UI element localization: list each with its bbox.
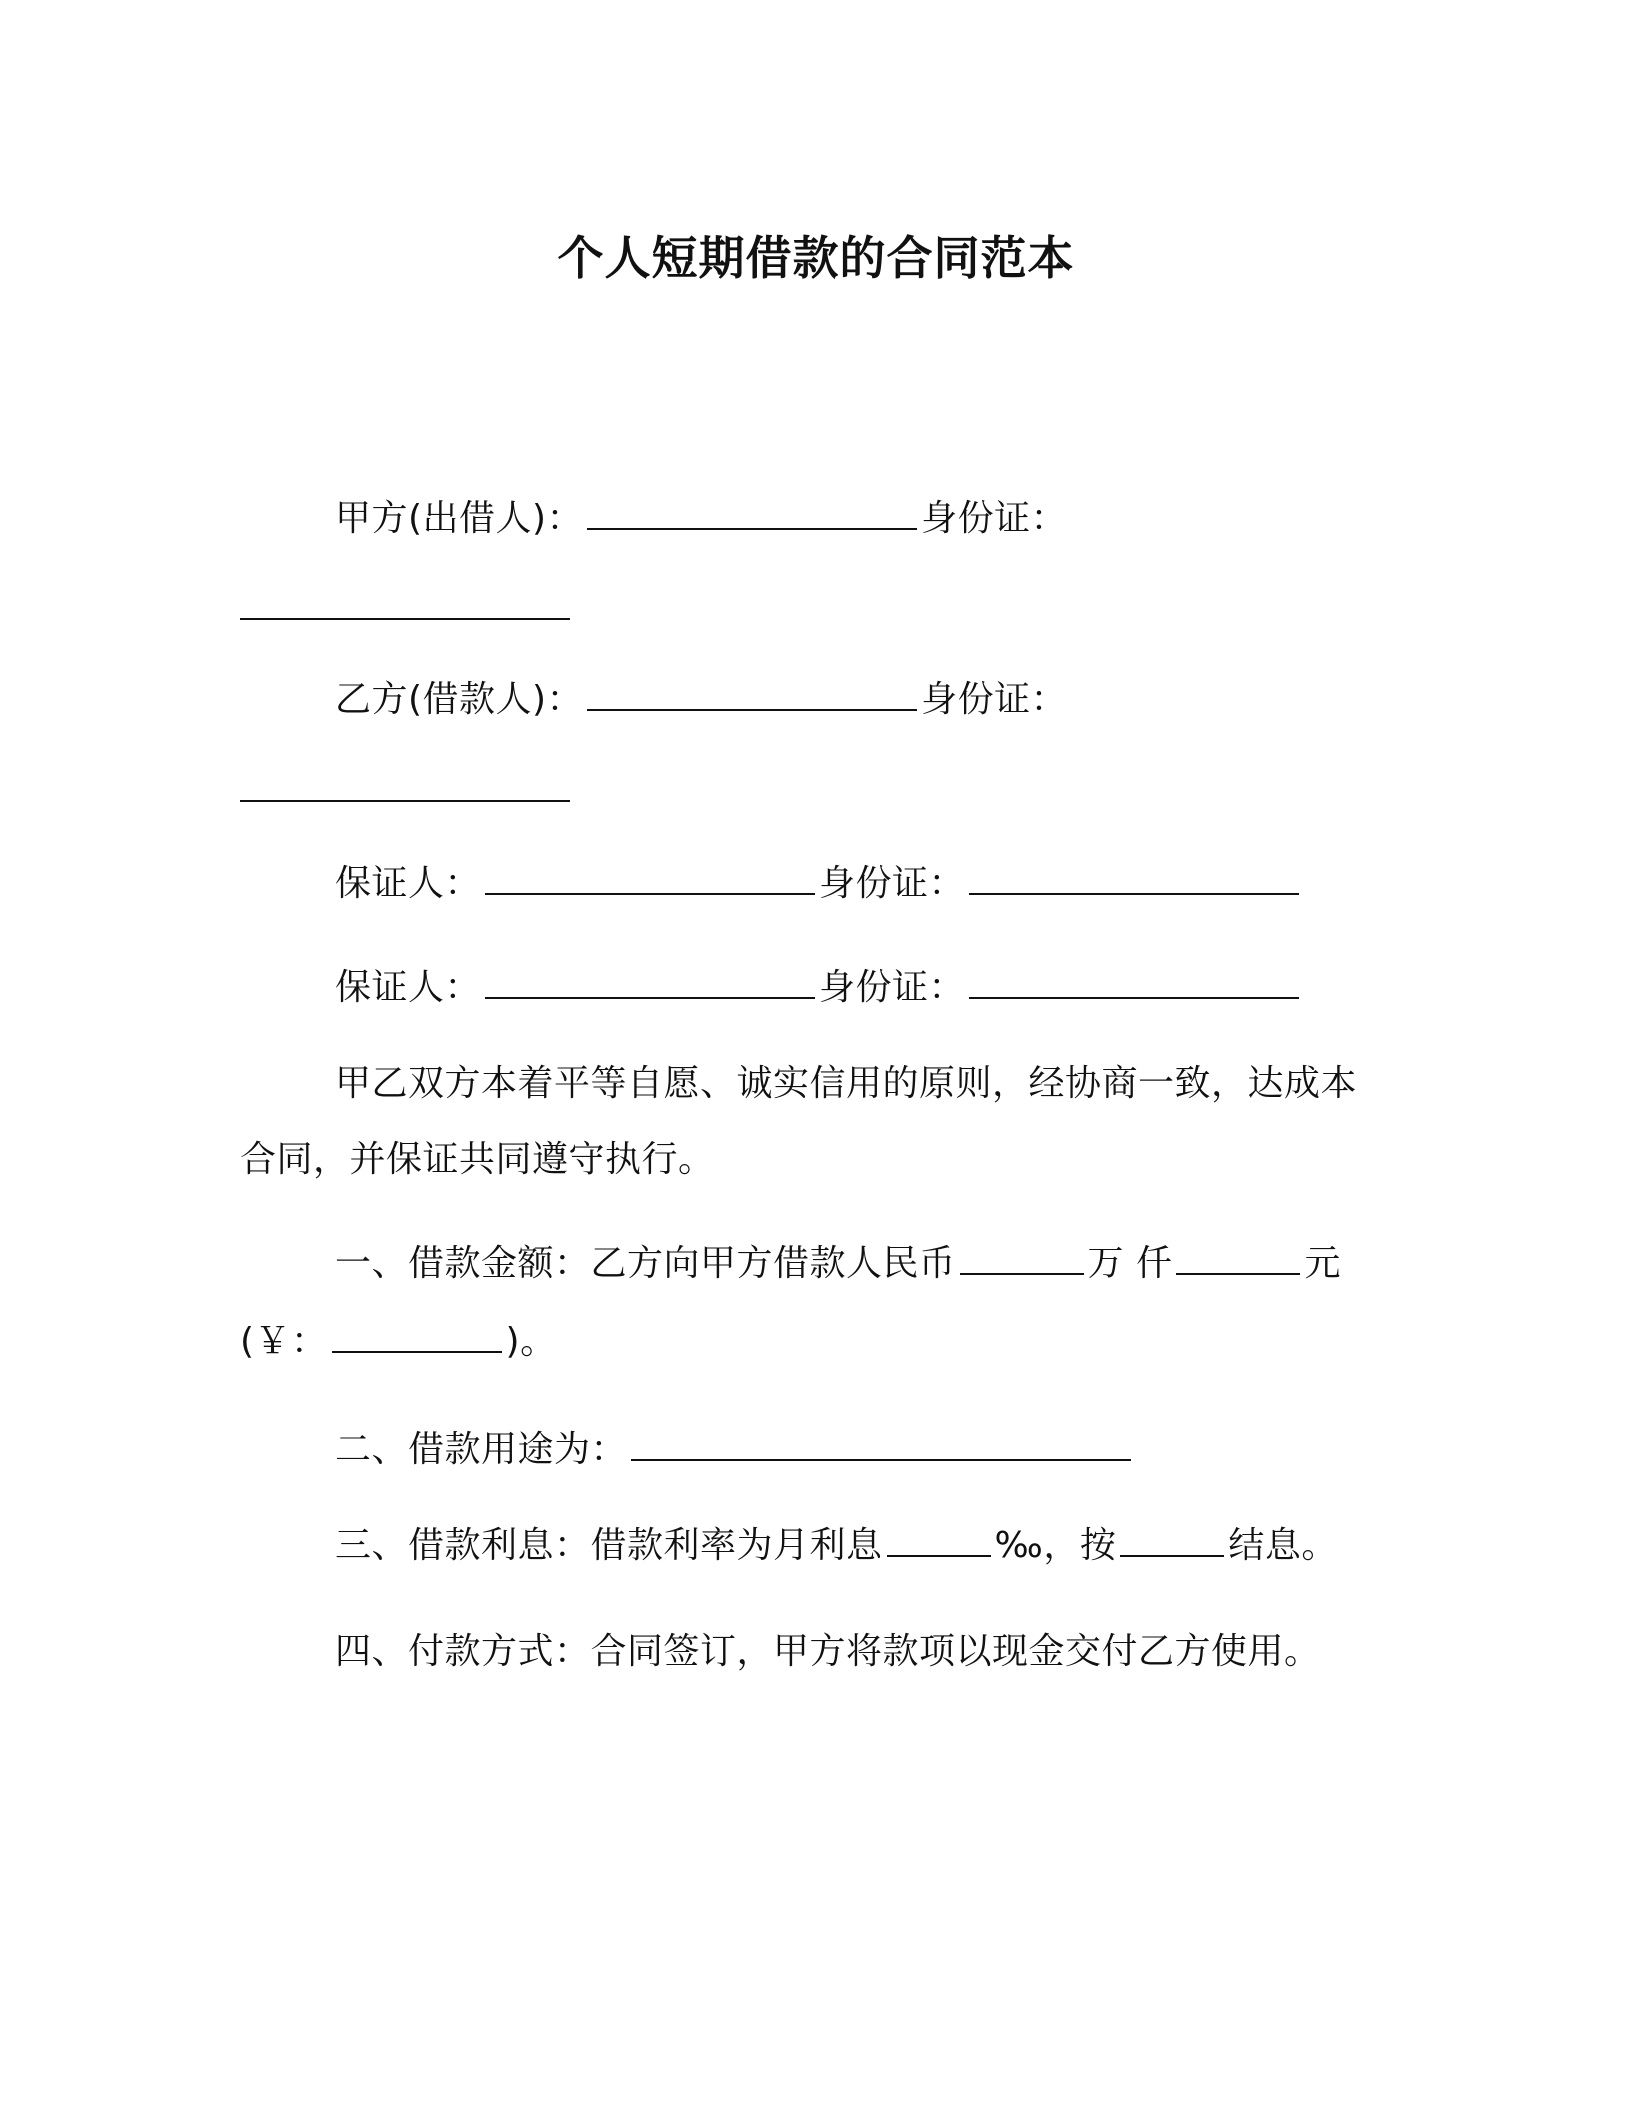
clause-1-prefix: 一、借款金额：乙方向甲方借款人民币 xyxy=(335,1243,956,1284)
clause-3-suffix: 结息。 xyxy=(1228,1525,1338,1566)
guarantor-1-label: 保证人： xyxy=(335,863,482,904)
guarantor-2-name-blank xyxy=(485,967,815,999)
clause-3-permille: ‰，按 xyxy=(994,1525,1117,1566)
clause-1-line2-prefix: (￥： xyxy=(240,1321,328,1362)
party-b-id-label: 身份证： xyxy=(921,679,1068,720)
party-b-name-blank xyxy=(587,679,917,711)
guarantor-1-id-blank xyxy=(969,863,1299,895)
clause-3-prefix: 三、借款利息：借款利率为月利息 xyxy=(335,1525,883,1566)
guarantor-2-line xyxy=(335,964,1303,1012)
clause-1-qian-blank xyxy=(1176,1243,1300,1275)
clause-1-wan-blank xyxy=(960,1243,1084,1275)
guarantor-2-id-label: 身份证： xyxy=(819,967,966,1008)
guarantor-2-id-blank xyxy=(969,967,1299,999)
party-a-line xyxy=(335,495,1067,543)
party-a-label: 甲方(出借人)： xyxy=(335,498,584,539)
clause-3-period-blank xyxy=(1120,1525,1224,1557)
party-b-id-blank xyxy=(240,798,570,802)
party-a-name-blank xyxy=(587,498,917,530)
document-title: 个人短期借款的合同范本 xyxy=(557,231,1075,285)
clause-1-line-2 xyxy=(240,1318,557,1366)
clause-2-line xyxy=(335,1426,1135,1474)
clause-2-purpose-blank xyxy=(631,1429,1131,1461)
clause-2-text: 二、借款用途为： xyxy=(335,1429,628,1470)
clause-1-wan: 万 仟 xyxy=(1087,1243,1173,1284)
clause-3-rate-blank xyxy=(887,1525,991,1557)
clause-3-line xyxy=(335,1522,1338,1570)
clause-1-line2-suffix: )。 xyxy=(505,1321,557,1362)
preamble-line-2: 合同，并保证共同遵守执行。 xyxy=(240,1139,715,1180)
party-b-label: 乙方(借款人)： xyxy=(335,679,584,720)
preamble-line-1: 甲乙双方本着平等自愿、诚实信用的原则，经协商一致，达成本 xyxy=(335,1063,1358,1104)
guarantor-1-name-blank xyxy=(485,863,815,895)
guarantor-1-id-label: 身份证： xyxy=(819,863,966,904)
clause-1-amount-blank xyxy=(332,1321,502,1353)
party-b-line xyxy=(335,676,1067,724)
party-a-id-blank xyxy=(240,616,570,620)
clause-1-yuan: 元 xyxy=(1304,1243,1341,1284)
guarantor-2-label: 保证人： xyxy=(335,967,482,1008)
clause-4-line: 四、付款方式：合同签订，甲方将款项以现金交付乙方使用。 xyxy=(335,1631,1321,1672)
guarantor-1-line xyxy=(335,860,1303,908)
clause-1-line-1 xyxy=(335,1240,1341,1288)
party-a-id-label: 身份证： xyxy=(921,498,1068,539)
